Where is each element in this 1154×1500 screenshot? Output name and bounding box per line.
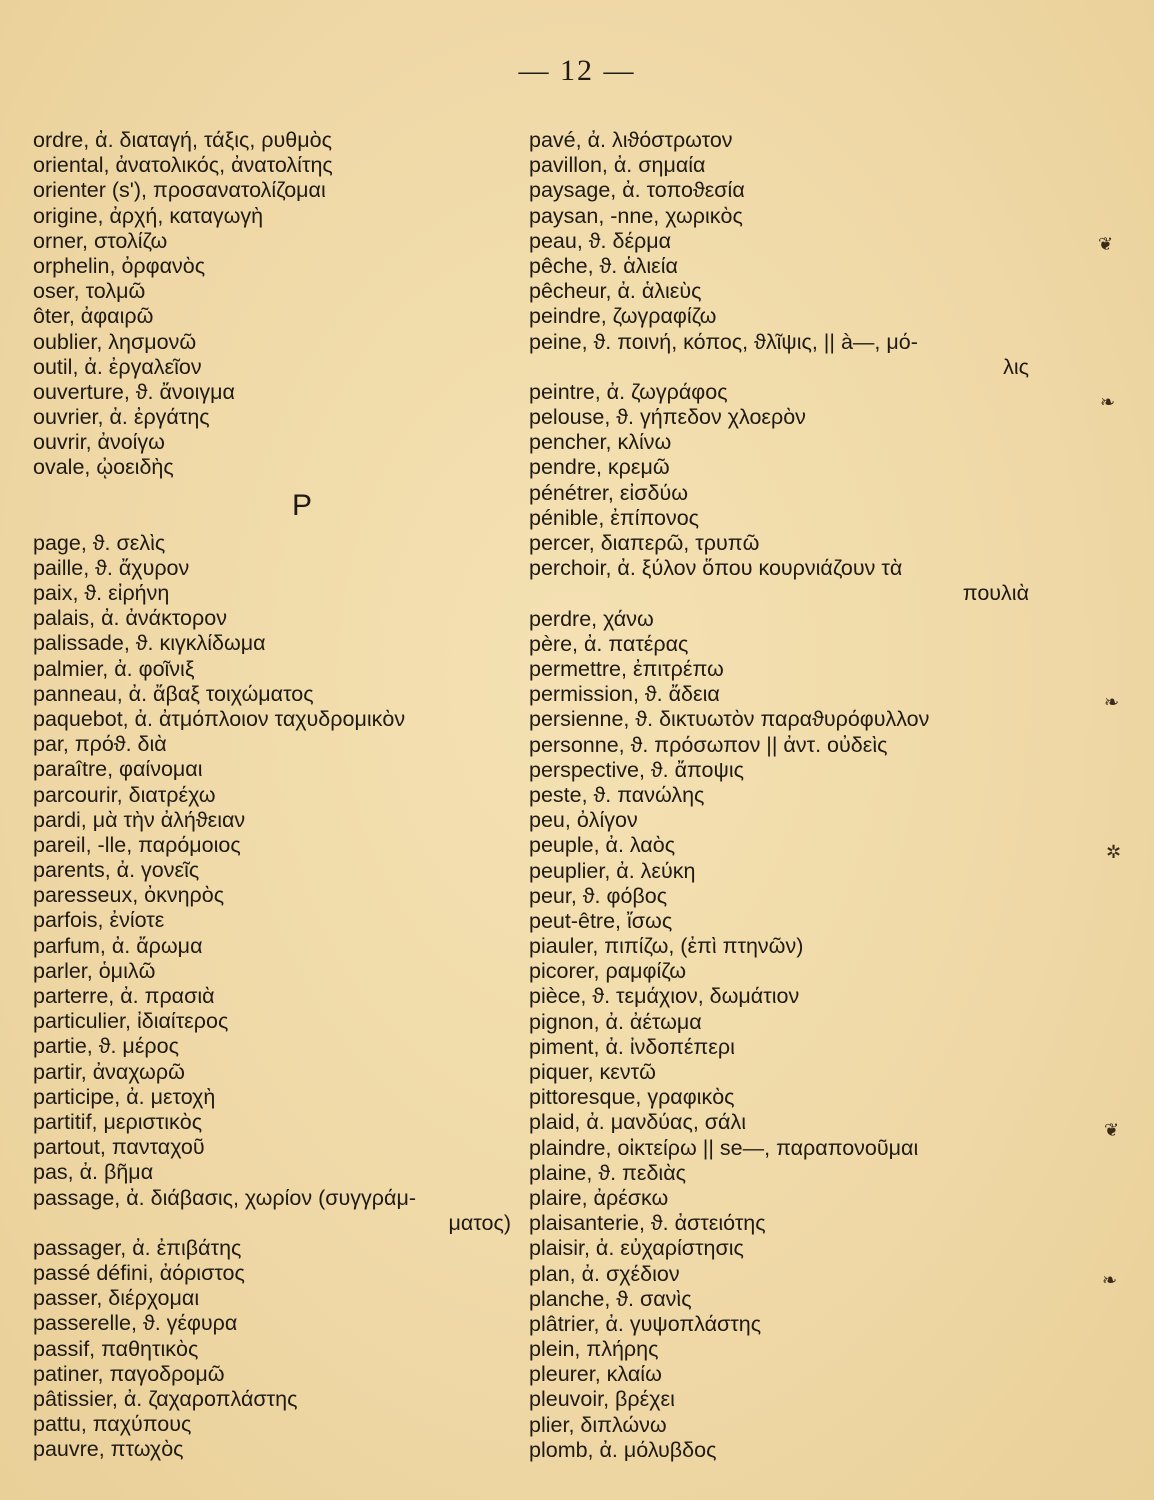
dictionary-entry xyxy=(33,556,511,581)
dictionary-entry xyxy=(33,1286,511,1311)
entry-text: participe, ἀ. μετοχὴ xyxy=(33,1084,216,1109)
dictionary-entry xyxy=(529,531,1029,556)
entry-text: peintre, ἀ. ζωγράφος xyxy=(529,379,728,404)
dictionary-entry xyxy=(529,1438,1029,1463)
dictionary-entry xyxy=(33,631,511,656)
dictionary-entry xyxy=(529,682,1029,707)
dictionary-entry: ouverture, ϑ. ἄνοιγμα xyxy=(33,379,235,404)
dictionary-entry xyxy=(33,581,511,606)
entry-text: parcourir, διατρέχω xyxy=(33,782,216,807)
dictionary-entry: ordre, ἀ. διαταγή, τάξις, ρυθμὸς xyxy=(33,128,332,152)
entry-text: père, ἀ. πατέρας xyxy=(529,631,689,656)
entry-text: paille, ϑ. ἄχυρον xyxy=(33,555,190,580)
dictionary-entry xyxy=(33,1186,511,1236)
entry-text: passager, ἀ. ἐπιβάτης xyxy=(33,1235,242,1260)
entry-text: paysan, -nne, χωρικὸς xyxy=(529,203,743,228)
entry-text: paresseux, ὀκνηρὸς xyxy=(33,883,225,908)
dictionary-entry xyxy=(33,606,511,631)
entry-text: pleuvoir, βρέχει xyxy=(529,1387,675,1412)
dictionary-entry xyxy=(529,254,1029,279)
dictionary-entry xyxy=(529,1337,1029,1362)
dictionary-entry xyxy=(529,481,1029,506)
entry-text: pencher, κλίνω xyxy=(529,430,672,455)
dictionary-entry xyxy=(529,884,1029,909)
dictionary-entry xyxy=(529,733,1029,758)
entry-text: peut-être, ἴσως xyxy=(529,908,673,933)
dictionary-entry xyxy=(33,1337,511,1362)
entry-text: plaindre, οἰκτείρω || se—, παραπονοῦμαι xyxy=(529,1135,919,1160)
dictionary-entry: ouvrier, ἀ. ἐργάτης xyxy=(33,405,210,430)
entry-text: plaisanterie, ϑ. ἀστειότης xyxy=(529,1211,766,1236)
entry-text: parents, ἀ. γονεῖς xyxy=(33,858,200,883)
margin-mark: ❧ xyxy=(1100,392,1116,412)
entry-text: persienne, ϑ. δικτυωτὸν παραϑυρόφυλλον xyxy=(529,707,930,732)
dictionary-entry xyxy=(529,1262,1029,1287)
dictionary-entry xyxy=(529,1085,1029,1110)
margin-mark: ✲ xyxy=(1106,842,1122,862)
dictionary-entry: outil, ἀ. ἐργαλεῖον xyxy=(33,354,202,379)
entry-text: paix, ϑ. εἰρήνη xyxy=(33,581,170,605)
entry-text: palmier, ἀ. φοῖνιξ xyxy=(33,656,195,681)
dictionary-entry xyxy=(33,682,511,707)
dictionary-entry xyxy=(529,1136,1029,1161)
dictionary-entry: oublier, λησμονῶ xyxy=(33,329,197,354)
dictionary-entry: ôter, ἀφαιρῶ xyxy=(33,304,154,329)
dictionary-entry xyxy=(529,1236,1029,1261)
margin-mark: ❦ xyxy=(1098,234,1114,254)
entry-text: pattu, παχύπους xyxy=(33,1412,192,1437)
entry-text: peindre, ζωγραφίζω xyxy=(529,304,717,329)
dictionary-entry xyxy=(529,1010,1029,1035)
entry-text: passé défini, ἀόριστος xyxy=(33,1261,245,1286)
dictionary-entry xyxy=(529,859,1029,884)
entry-text: piment, ἀ. ἰνδοπέπερι xyxy=(529,1034,735,1059)
entry-text: palais, ἀ. ἀνάκτορον xyxy=(33,606,227,631)
entry-text: palissade, ϑ. κιγκλίδωμα xyxy=(33,631,266,656)
entry-text: parler, ὁμιλῶ xyxy=(33,958,156,983)
right-column xyxy=(529,128,1029,1463)
entry-text: partie, ϑ. μέρος xyxy=(33,1034,179,1059)
dictionary-entry xyxy=(529,1161,1029,1186)
dictionary-entry xyxy=(529,430,1029,455)
dictionary-entry xyxy=(529,808,1029,833)
dictionary-entry xyxy=(529,153,1029,178)
entry-text: pièce, ϑ. τεμάχιον, δωμάτιον xyxy=(529,984,800,1009)
dictionary-entry xyxy=(529,1387,1029,1412)
dictionary-entry xyxy=(529,632,1029,657)
dictionary-entry xyxy=(529,128,1029,153)
entry-text: passer, διέρχομαι xyxy=(33,1286,200,1311)
entry-text: paysage, ἀ. τοποϑεσία xyxy=(529,178,745,203)
margin-mark: ❧ xyxy=(1102,1270,1118,1290)
dictionary-entry: origine, ἀρχή, καταγωγὴ xyxy=(33,203,264,228)
entry-text: perchoir, ἀ. ξύλον ὅπου κουρνιάζουν τὰ xyxy=(529,556,903,581)
entry-text: pareil, -lle, παρόμοιος xyxy=(33,832,241,857)
entry-text: pleurer, κλαίω xyxy=(529,1362,662,1387)
entry-text: panneau, ἀ. ἄβαξ τοιχώματος xyxy=(33,681,314,706)
entry-text: particulier, ἰδιαίτερος xyxy=(33,1009,229,1034)
dictionary-entry xyxy=(33,1060,511,1085)
dictionary-entry xyxy=(33,934,511,959)
entry-text: peur, ϑ. φόβος xyxy=(529,883,668,908)
dictionary-entry xyxy=(33,883,511,908)
entry-text: piquer, κεντῶ xyxy=(529,1060,656,1084)
entry-text: passerelle, ϑ. γέφυρα xyxy=(33,1311,238,1336)
dictionary-entry xyxy=(33,1387,511,1412)
entry-text: permission, ϑ. ἄδεια xyxy=(529,682,720,707)
dictionary-entry xyxy=(33,984,511,1009)
dictionary-entry xyxy=(33,959,511,984)
dictionary-entry xyxy=(529,1287,1029,1312)
dictionary-entry: orphelin, ὀρφανὸς xyxy=(33,253,206,278)
dictionary-entry xyxy=(529,1110,1029,1135)
dictionary-entry: orner, στολίζω xyxy=(33,228,168,253)
entry-text: pignon, ἀ. ἀέτωμα xyxy=(529,1009,702,1034)
margin-mark: ❦ xyxy=(1104,1120,1120,1140)
entry-text: plaine, ϑ. πεδιὰς xyxy=(529,1160,686,1185)
dictionary-entry xyxy=(33,908,511,933)
dictionary-entry xyxy=(33,1311,511,1336)
entry-text: passage, ἀ. διάβασις, χωρίον (συγγράμ- xyxy=(33,1185,417,1210)
dictionary-entry xyxy=(33,732,511,757)
entry-text: planche, ϑ. σανὶς xyxy=(529,1286,692,1311)
dictionary-entry xyxy=(529,178,1029,203)
dictionary-entry xyxy=(529,330,1029,380)
entry-text: pénible, ἐπίπονος xyxy=(529,505,700,530)
dictionary-entry xyxy=(33,1009,511,1034)
page-number: — 12 — xyxy=(518,54,636,87)
entry-text: pénétrer, εἰσδύω xyxy=(529,480,688,505)
entry-text: peu, ὀλίγον xyxy=(529,808,638,833)
dictionary-entry xyxy=(33,1034,511,1059)
entry-continuation: πουλιὰ xyxy=(962,581,1029,606)
entry-text: par, πρόϑ. διὰ xyxy=(33,732,167,757)
entry-text: pelouse, ϑ. γήπεδον χλοερὸν xyxy=(529,405,806,430)
entry-text: plein, πλήρης xyxy=(529,1337,659,1362)
dictionary-entry xyxy=(33,1412,511,1437)
dictionary-entry xyxy=(529,1186,1029,1211)
entry-text: plaisir, ἀ. εὐχαρίστησις xyxy=(529,1236,744,1261)
entry-text: picorer, ραμφίζω xyxy=(529,959,687,984)
entry-text: percer, διαπερῶ, τρυπῶ xyxy=(529,531,760,556)
dictionary-entry: ouvrir, ἀνοίγω xyxy=(33,430,165,455)
entry-text: peste, ϑ. πανώλης xyxy=(529,782,705,807)
entry-text: peuplier, ἀ. λεύκη xyxy=(529,858,696,883)
dictionary-entry xyxy=(529,279,1029,304)
dictionary-entry xyxy=(529,380,1029,405)
entry-text: piauler, πιπίζω, (ἐπὶ πτηνῶν) xyxy=(529,934,804,959)
entry-continuation: ματος) xyxy=(448,1210,511,1235)
dictionary-entry xyxy=(529,405,1029,430)
dictionary-entry xyxy=(529,1211,1029,1236)
entry-text: personne, ϑ. πρόσωπον || ἀντ. οὐδεὶς xyxy=(529,732,888,757)
entry-text: pauvre, πτωχὸς xyxy=(33,1437,184,1462)
dictionary-entry xyxy=(529,1413,1029,1438)
dictionary-entry xyxy=(529,204,1029,229)
entry-text: peau, ϑ. δέρμα xyxy=(529,228,672,253)
entry-text: plomb, ἀ. μόλυβδος xyxy=(529,1437,717,1462)
entry-text: parfois, ἐνίοτε xyxy=(33,908,165,933)
entry-text: parterre, ἀ. πρασιὰ xyxy=(33,984,215,1008)
dictionary-entry xyxy=(33,657,511,682)
dictionary-entry: ovale, ᾠοειδὴς xyxy=(33,455,174,480)
dictionary-entry xyxy=(33,1135,511,1160)
entry-text: plier, διπλώνω xyxy=(529,1412,667,1437)
dictionary-entry xyxy=(33,757,511,782)
dictionary-entry xyxy=(33,1236,511,1261)
entry-text: pardi, μὰ τὴν ἀλήϑειαν xyxy=(33,807,246,832)
section-letter: P xyxy=(291,488,312,522)
margin-mark: ❧ xyxy=(1104,692,1120,712)
entry-text: peuple, ἀ. λαὸς xyxy=(529,833,676,858)
dictionary-entry xyxy=(33,1085,511,1110)
entry-text: paquebot, ἀ. ἀτμόπλοιον ταχυδρομικὸν xyxy=(33,706,406,731)
entry-text: plaid, ἀ. μανδύας, σάλι xyxy=(529,1110,747,1135)
dictionary-entry xyxy=(529,934,1029,959)
entry-text: pavé, ἀ. λιϑόστρωτον xyxy=(529,128,733,152)
dictionary-entry xyxy=(529,1060,1029,1085)
dictionary-entry xyxy=(529,833,1029,858)
dictionary-entry xyxy=(33,1437,511,1462)
dictionary-entry xyxy=(33,1362,511,1387)
dictionary-entry xyxy=(529,1312,1029,1337)
dictionary-entry xyxy=(33,783,511,808)
entry-text: paraître, φαίνομαι xyxy=(33,757,203,782)
entry-text: plâtrier, ἀ. γυψοπλάστης xyxy=(529,1311,762,1336)
entry-text: perdre, χάνω xyxy=(529,606,654,631)
dictionary-entry: oser, τολμῶ xyxy=(33,279,146,304)
entry-text: permettre, ἐπιτρέπω xyxy=(529,657,724,681)
dictionary-entry xyxy=(33,707,511,732)
dictionary-entry xyxy=(33,1261,511,1286)
dictionary-entry xyxy=(529,707,1029,732)
entry-text: partir, ἀναχωρῶ xyxy=(33,1059,185,1084)
entry-text: pâtissier, ἀ. ζαχαροπλάστης xyxy=(33,1387,298,1412)
dictionary-entry xyxy=(529,304,1029,329)
dictionary-entry xyxy=(529,758,1029,783)
entries-p xyxy=(33,531,511,1463)
dictionary-entry xyxy=(529,1362,1029,1387)
dictionary-entry xyxy=(529,959,1029,984)
dictionary-entry xyxy=(33,531,511,556)
entry-text: pavillon, ἀ. σημαία xyxy=(529,153,706,178)
dictionary-entry xyxy=(529,1035,1029,1060)
entry-text: plaire, ἀρέσκω xyxy=(529,1185,669,1210)
entry-text: partitif, μεριστικὸς xyxy=(33,1109,203,1134)
dictionary-entry xyxy=(529,984,1029,1009)
dictionary-entry xyxy=(529,657,1029,682)
entry-text: plan, ἀ. σχέδιον xyxy=(529,1261,680,1286)
entry-text: peine, ϑ. ποινή, κόπος, ϑλῖψις, || à—, μό- xyxy=(529,329,918,354)
entry-continuation: λις xyxy=(1003,354,1029,379)
dictionary-entry xyxy=(529,909,1029,934)
entry-text: pendre, κρεμῶ xyxy=(529,455,670,480)
entry-text: partout, πανταχοῦ xyxy=(33,1135,205,1160)
dictionary-entry xyxy=(33,1160,511,1185)
dictionary-entry xyxy=(529,783,1029,808)
dictionary-entry xyxy=(529,607,1029,632)
dictionary-entry: orienter (s'), προσανατολίζομαι xyxy=(33,178,326,203)
entry-text: passif, παθητικὸς xyxy=(33,1336,199,1361)
entry-text: perspective, ϑ. ἄποψις xyxy=(529,757,744,782)
entry-text: pas, ἀ. βῆμα xyxy=(33,1160,154,1185)
entry-text: page, ϑ. σελὶς xyxy=(33,530,166,555)
entry-text: pêche, ϑ. ἁλιεία xyxy=(529,253,678,278)
dictionary-entry xyxy=(33,833,511,858)
dictionary-entry xyxy=(33,858,511,883)
entry-text: pêcheur, ἀ. ἁλιεὺς xyxy=(529,279,702,304)
left-column xyxy=(33,128,511,1463)
dictionary-entry: oriental, ἀνατολικός, ἀνατολίτης xyxy=(33,153,333,178)
dictionary-entry xyxy=(33,1110,511,1135)
dictionary-entry xyxy=(529,506,1029,531)
entries-o xyxy=(33,128,511,481)
dictionary-entry xyxy=(529,556,1029,606)
entry-text: pittoresque, γραφικὸς xyxy=(529,1085,735,1110)
dictionary-entry xyxy=(33,808,511,833)
dictionary-entry xyxy=(529,229,1029,254)
dictionary-entry xyxy=(529,455,1029,480)
entry-text: patiner, παγοδρομῶ xyxy=(33,1361,225,1386)
entry-text: parfum, ἀ. ἄρωμα xyxy=(33,933,203,958)
